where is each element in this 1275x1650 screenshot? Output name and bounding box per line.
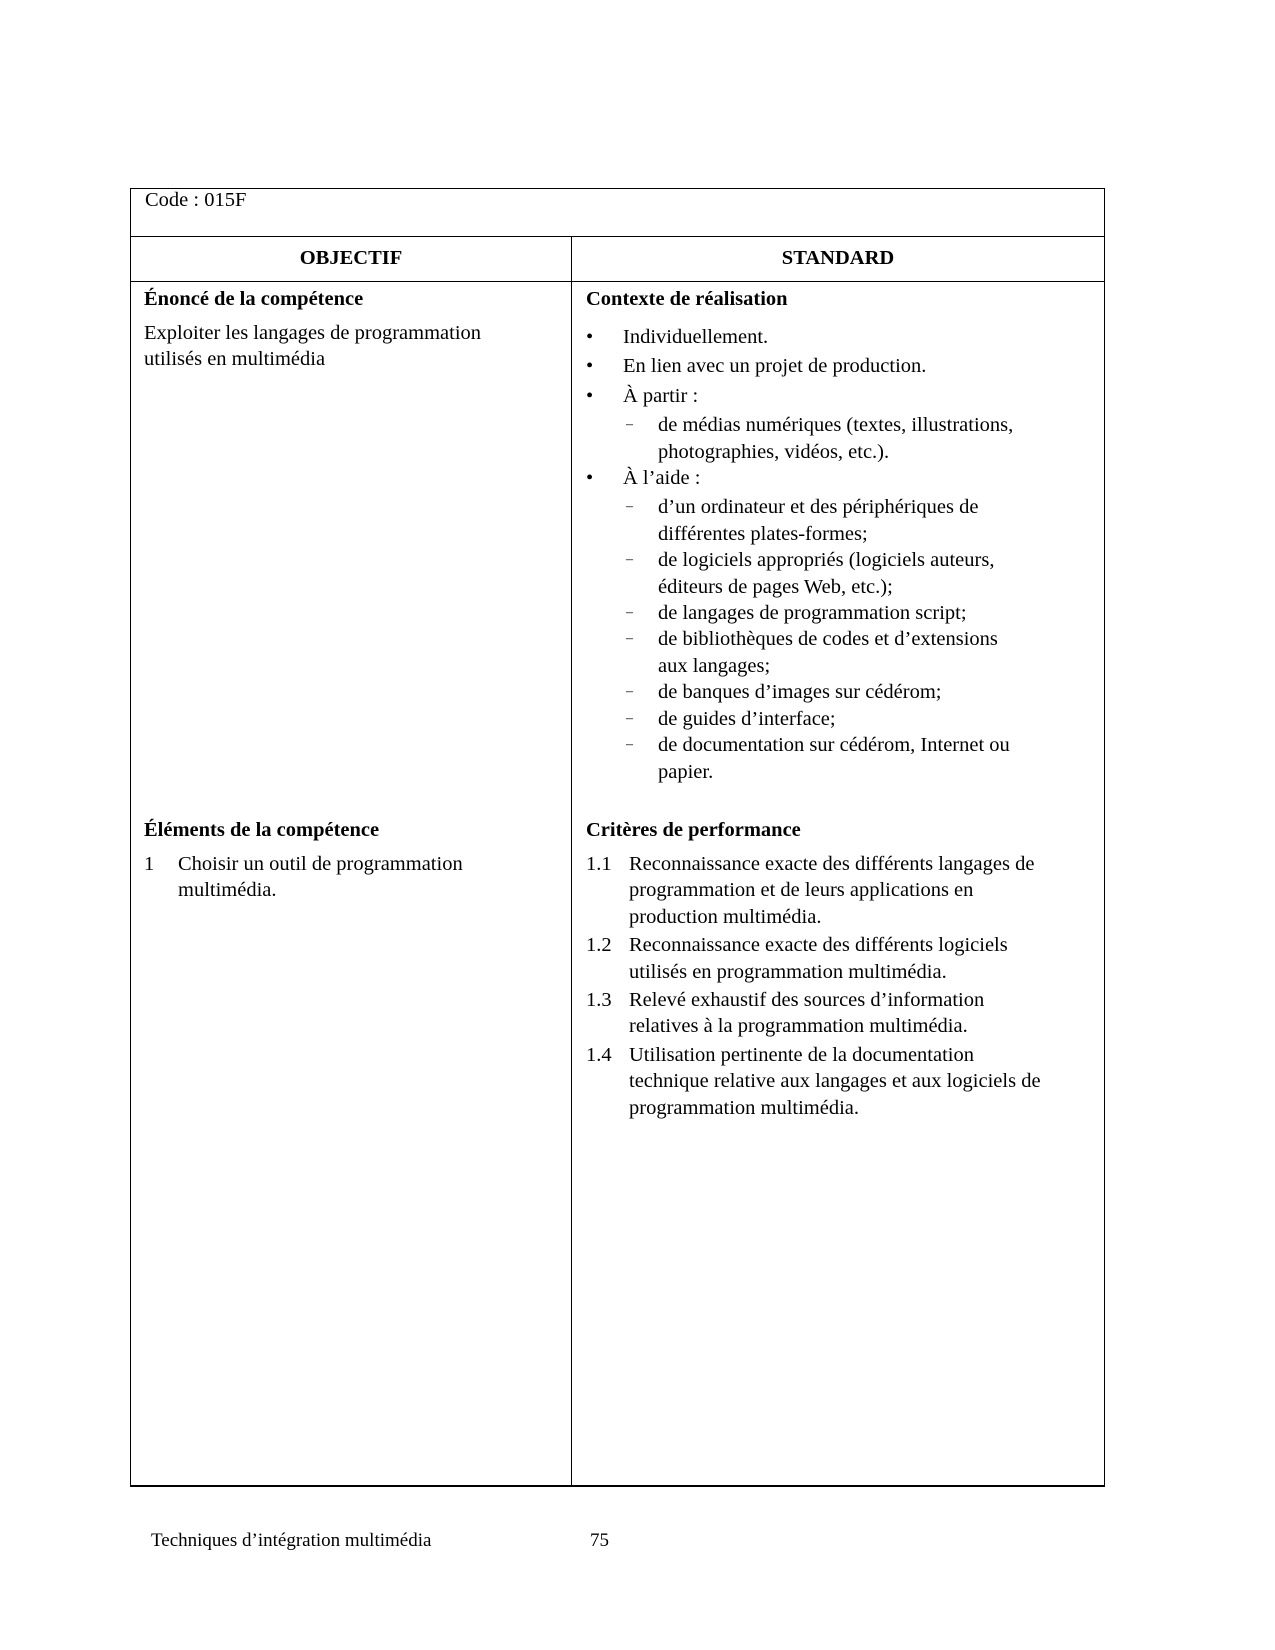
dash-bullet-icon: – [626,417,633,433]
divider [131,281,1104,282]
criteres-title: Critères de performance [586,819,801,841]
text-line: éditeurs de pages Web, etc.); [658,575,893,598]
bullet-icon: • [586,355,594,378]
elements-title: Éléments de la compétence [144,819,380,841]
column-divider [571,236,572,1485]
text-line: de banques d’images sur cédérom; [658,681,942,704]
contexte-title: Contexte de réalisation [586,288,788,310]
bullet-icon: • [586,467,594,490]
page-number: 75 [590,1530,609,1551]
list-item [586,324,1096,350]
text-line: programmation et de leurs applications en [629,879,974,902]
text-line: de documentation sur cédérom, Internet ou [658,734,1010,757]
item-number: 1 [144,853,155,875]
text-line: papier. [658,760,714,783]
code-label: Code : 015F [145,189,247,211]
text-line: aux langages; [658,654,771,677]
list-item [586,383,1096,409]
text-line: de guides d’interface; [658,707,836,730]
text-line: Choisir un outil de programmation [178,853,463,875]
bullet-icon: • [586,384,594,407]
text-line: de langages de programmation script; [658,602,967,625]
item-number: 1.2 [586,934,612,957]
list-item [586,851,1101,930]
text-line: À l’aide : [623,467,701,490]
dash-bullet-icon: – [626,631,633,647]
dash-bullet-icon: – [626,552,633,568]
sub-list-item [586,494,1096,547]
text-line: Reconnaissance exacte des différents langages de [629,853,1035,875]
list-item [586,353,1096,379]
sub-list-item [586,547,1096,600]
text-line: de logiciels appropriés (logiciels auteurs, [658,549,995,572]
item-number: 1.1 [586,853,612,875]
list-item [586,465,1096,491]
header-objectif: OBJECTIF [299,247,403,269]
item-number: 1.3 [586,989,612,1012]
sub-list-item [586,679,1096,705]
text-line: photographies, vidéos, etc.). [658,440,890,463]
text-line: de médias numériques (textes, illustrations, [658,414,1014,437]
enonce-text [144,320,481,373]
elements-list [144,851,564,906]
text-line: d’un ordinateur et des périphériques de [658,496,979,519]
text-line: différentes plates-formes; [658,522,868,545]
dash-bullet-icon: – [626,499,633,515]
dash-bullet-icon: – [626,684,633,700]
text-line: technique relative aux langages et aux logiciels de [629,1070,1041,1093]
bullet-icon: • [586,326,594,348]
text-line: programmation multimédia. [629,1096,860,1119]
text-line: À partir : [623,384,699,407]
footer-title: Techniques d’intégration multimédia [151,1530,432,1551]
sub-list-item [586,600,1096,626]
dash-bullet-icon: – [626,737,633,753]
text-line: utilisés en multimédia [144,348,326,371]
contexte-list [586,324,1096,785]
text-line: relatives à la programmation multimédia. [629,1015,968,1038]
list-item [586,987,1101,1040]
sub-list-item [586,412,1096,465]
list-item [586,1042,1101,1121]
sub-list-item [586,732,1096,785]
enonce-title: Énoncé de la compétence [144,288,364,310]
list-item [586,932,1101,985]
header-standard: STANDARD [781,247,895,269]
text-line: En lien avec un projet de production. [623,355,927,378]
item-number: 1.4 [586,1043,612,1066]
criteres-list [586,851,1101,1123]
text-line: Utilisation pertinente de la documentation [629,1043,974,1066]
dash-bullet-icon: – [626,710,633,726]
text-line: Relevé exhaustif des sources d’information [629,989,985,1012]
text-line: multimédia. [178,879,277,902]
text-line: Reconnaissance exacte des différents logiciels [629,934,1008,957]
text-line: Individuellement. [623,326,769,348]
sub-list-item [586,626,1096,679]
text-line: production multimédia. [629,905,822,928]
sub-list-item [586,706,1096,732]
text-line: Exploiter les langages de programmation [144,322,482,344]
dash-bullet-icon: – [626,605,633,621]
text-line: utilisés en programmation multimédia. [629,960,947,983]
list-item [144,851,564,904]
text-line: de bibliothèques de codes et d’extensions [658,628,998,651]
